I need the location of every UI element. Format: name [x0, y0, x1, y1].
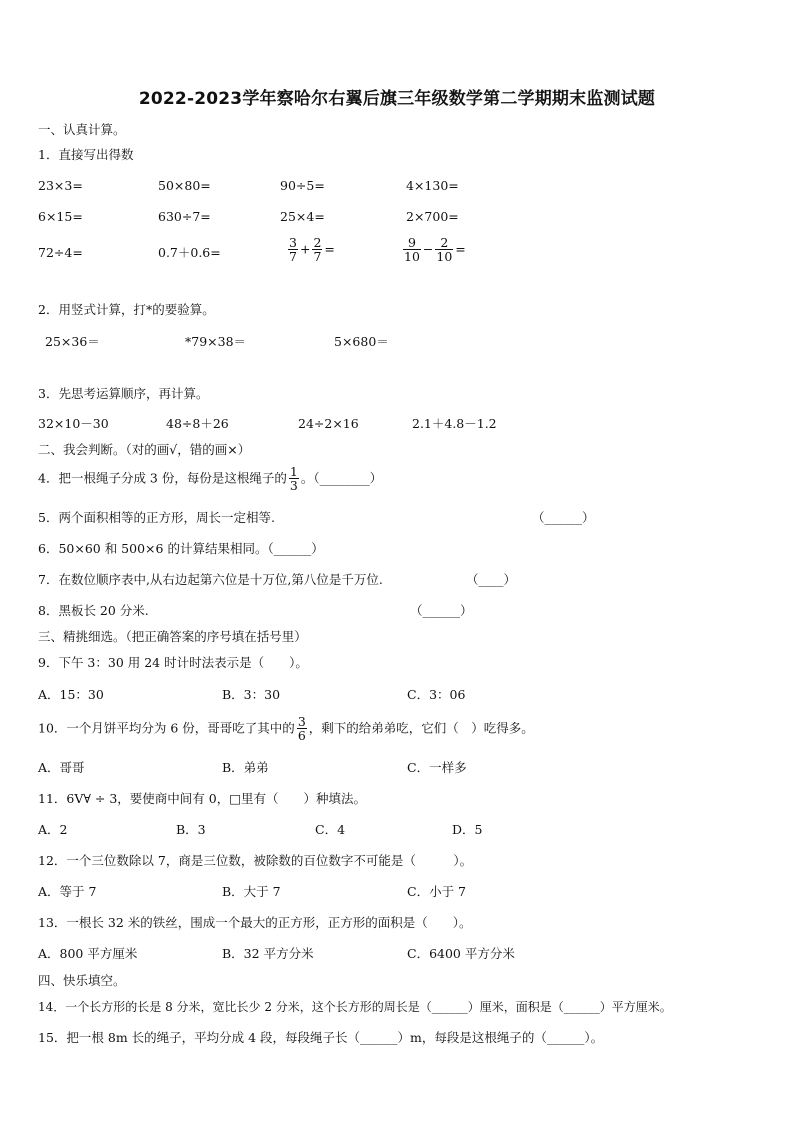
section-1-heading: 一、认真计算。 [38, 122, 126, 137]
option-b: B．32 平方分米 [222, 946, 314, 961]
section-2-heading: 二、我会判断。（对的画√，错的画×） [38, 442, 251, 457]
question-9: 9．下午 3：30 用 24 时计时法表示是（ ）。 [38, 655, 308, 670]
question-14: 14．一个长方形的长是 8 分米，宽比长少 2 分米，这个长方形的周长是（______）厘米，面积是（______）平方厘米。 [38, 1000, 672, 1014]
calc-item: 0.7＋0.6= [158, 245, 221, 260]
calc-item: 5×680＝ [334, 334, 389, 349]
question-8: 8．黑板长 20 分米. [38, 603, 149, 618]
calc-item: 25×36＝ [45, 334, 100, 349]
option-a: A．800 平方厘米 [38, 946, 138, 961]
q2-label: 2．用竖式计算，打*的要验算。 [38, 302, 215, 317]
option-b: B．3：30 [222, 687, 281, 702]
q1-label: 1．直接写出得数 [38, 147, 134, 162]
calc-item: 90÷5= [280, 178, 325, 193]
option-c: C．6400 平方分米 [407, 946, 515, 961]
option-a: A．等于 7 [38, 884, 97, 899]
answer-blank[interactable]: （______） [532, 510, 595, 525]
calc-item: 2.1＋4.8－1.2 [412, 416, 497, 431]
question-13: 13．一根长 32 米的铁丝，围成一个最大的正方形，正方形的面积是（ ）。 [38, 915, 472, 930]
option-d: D．5 [452, 822, 483, 837]
q3-label: 3．先思考运算顺序，再计算。 [38, 386, 209, 401]
fraction: $\frac{9}{10}$ [404, 235, 420, 265]
fraction: $\frac{2}{7}$ [313, 235, 322, 265]
option-a: A．哥哥 [38, 760, 85, 775]
question-5: 5．两个面积相等的正方形，周长一定相等. [38, 510, 275, 525]
option-c: C．一样多 [407, 760, 467, 775]
question-15: 15．把一根 8m 长的绳子，平均分成 4 段，每段绳子长（______）m，每段是这根绳子的（______）。 [38, 1030, 604, 1045]
calc-item: 48÷8＋26 [166, 416, 229, 431]
question-7: 7．在数位顺序表中,从右边起第六位是十万位,第八位是千万位. [38, 572, 383, 587]
calc-item: 2×700= [406, 209, 459, 224]
question-12: 12．一个三位数除以 7，商是三位数，被除数的百位数字不可能是（ ）。 [38, 853, 473, 868]
calc-item: 4×130= [406, 178, 459, 193]
calc-item: 25×4= [280, 209, 325, 224]
calc-item: 6×15= [38, 209, 83, 224]
calc-item: *79×38＝ [185, 334, 247, 349]
question-4: 4．把一根绳子分成 3 份，每份是这根绳子的 $\frac{1}{3}$ 。（________） [38, 464, 383, 494]
answer-blank[interactable]: （______） [410, 603, 473, 618]
page-title: 2022-2023学年察哈尔右翼后旗三年级数学第二学期期末监测试题 [138, 89, 656, 109]
calc-item: 630÷7= [158, 209, 211, 224]
calc-item: 50×80= [158, 178, 211, 193]
answer-blank[interactable]: （____） [466, 572, 517, 587]
fraction-expression: $\frac{3}{7}$ + $\frac{2}{7}$ = [289, 235, 335, 265]
fraction: $\frac{1}{3}$ [289, 464, 298, 494]
option-a: A．15：30 [38, 687, 104, 702]
calc-item: 32×10－30 [38, 416, 109, 431]
fraction-expression: $\frac{9}{10}$ − $\frac{2}{10}$ = [404, 235, 466, 265]
question-6: 6．50×60 和 500×6 的计算结果相同。（______） [38, 541, 324, 556]
fraction: $\frac{2}{10}$ [436, 235, 453, 265]
section-3-heading: 三、精挑细选。（把正确答案的序号填在括号里） [38, 629, 307, 644]
option-b: B．弟弟 [222, 760, 269, 775]
option-c: C．3：06 [407, 687, 466, 702]
calc-item: 72÷4= [38, 245, 83, 260]
calc-item: 24÷2×16 [298, 416, 359, 431]
fraction: $\frac{3}{7}$ [289, 235, 297, 265]
calc-item: 23×3= [38, 178, 83, 193]
option-c: C．4 [315, 822, 346, 837]
question-10: 10．一个月饼平均分为 6 份，哥哥吃了其中的 $\frac{3}{6}$ ，剩下的给弟弟吃，它们（ ）吃得多。 [38, 714, 534, 744]
option-b: B．3 [176, 822, 206, 837]
option-b: B．大于 7 [222, 884, 281, 899]
option-a: A．2 [38, 822, 68, 837]
fraction: $\frac{3}{6}$ [297, 714, 306, 744]
option-c: C．小于 7 [407, 884, 466, 899]
section-4-heading: 四、快乐填空。 [38, 973, 126, 988]
question-11: 11．6V∀ ÷ 3，要使商中间有 0，□里有（ ）种填法。 [38, 791, 367, 806]
